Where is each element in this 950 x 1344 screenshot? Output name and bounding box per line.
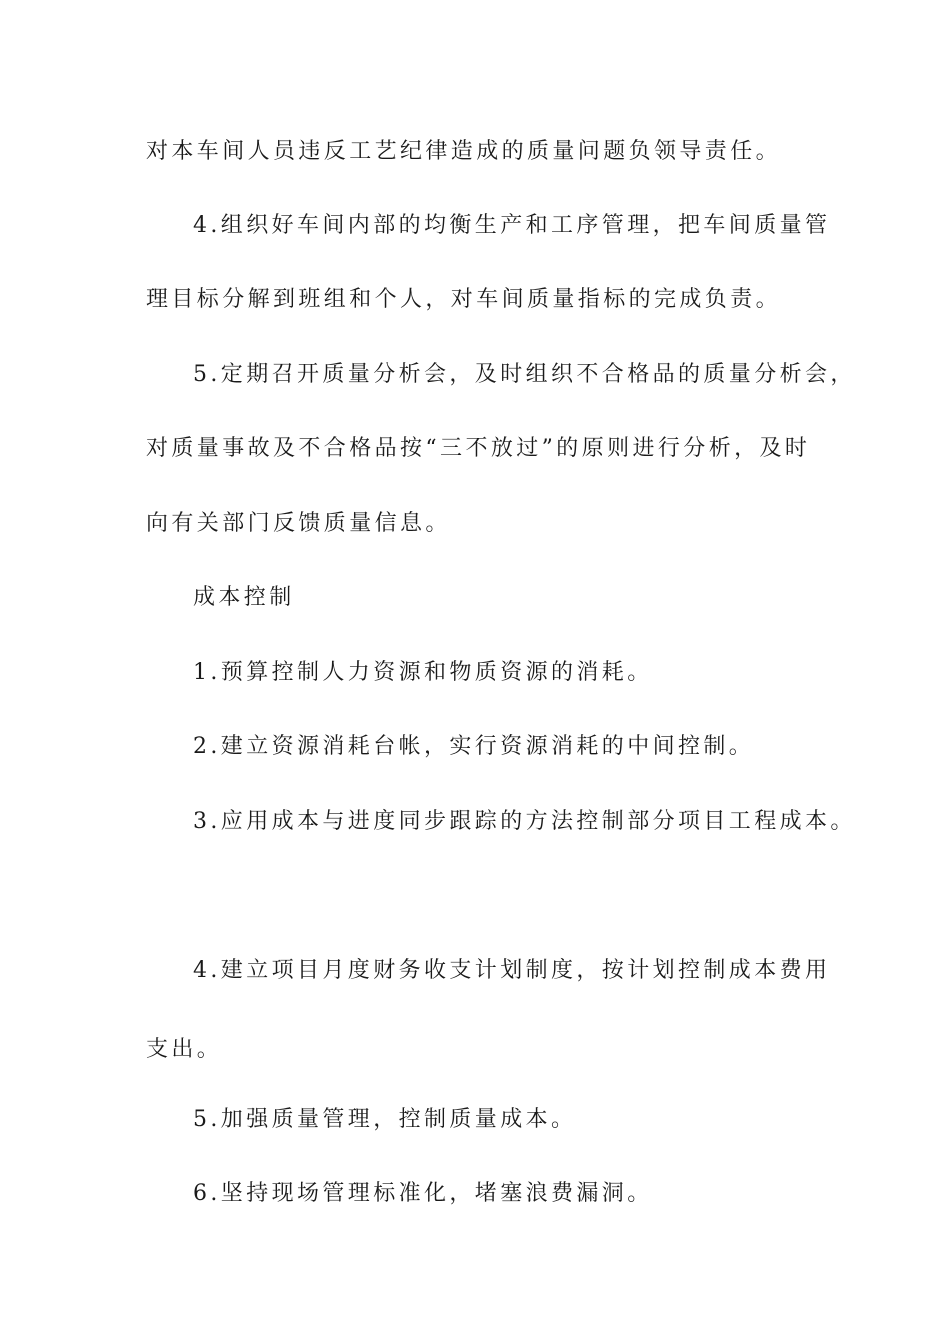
paragraph-line: 对质量事故及不合格品按“三不放过”的原则进行分析，及时 bbox=[146, 436, 811, 461]
paragraph-line: 2.建立资源消耗台帐，实行资源消耗的中间控制。 bbox=[193, 734, 755, 759]
paragraph-line: 4.建立项目月度财务收支计划制度，按计划控制成本费用 bbox=[193, 958, 831, 983]
paragraph-line: 5.定期召开质量分析会，及时组织不合格品的质量分析会， bbox=[193, 362, 856, 387]
section-heading: 成本控制 bbox=[193, 585, 295, 610]
paragraph-line: 3.应用成本与进度同步跟踪的方法控制部分项目工程成本。 bbox=[193, 809, 856, 834]
paragraph-line: 对本车间人员违反工艺纪律造成的质量问题负领导责任。 bbox=[146, 139, 782, 164]
paragraph-line: 支出。 bbox=[146, 1037, 223, 1062]
paragraph-line: 理目标分解到班组和个人，对车间质量指标的完成负责。 bbox=[146, 287, 782, 312]
paragraph-line: 向有关部门反馈质量信息。 bbox=[146, 511, 451, 536]
paragraph-line: 5.加强质量管理，控制质量成本。 bbox=[193, 1107, 577, 1132]
paragraph-line: 6.坚持现场管理标准化，堵塞浪费漏洞。 bbox=[193, 1181, 653, 1206]
paragraph-line: 4.组织好车间内部的均衡生产和工序管理，把车间质量管 bbox=[193, 213, 831, 238]
paragraph-line: 1.预算控制人力资源和物质资源的消耗。 bbox=[193, 660, 653, 685]
